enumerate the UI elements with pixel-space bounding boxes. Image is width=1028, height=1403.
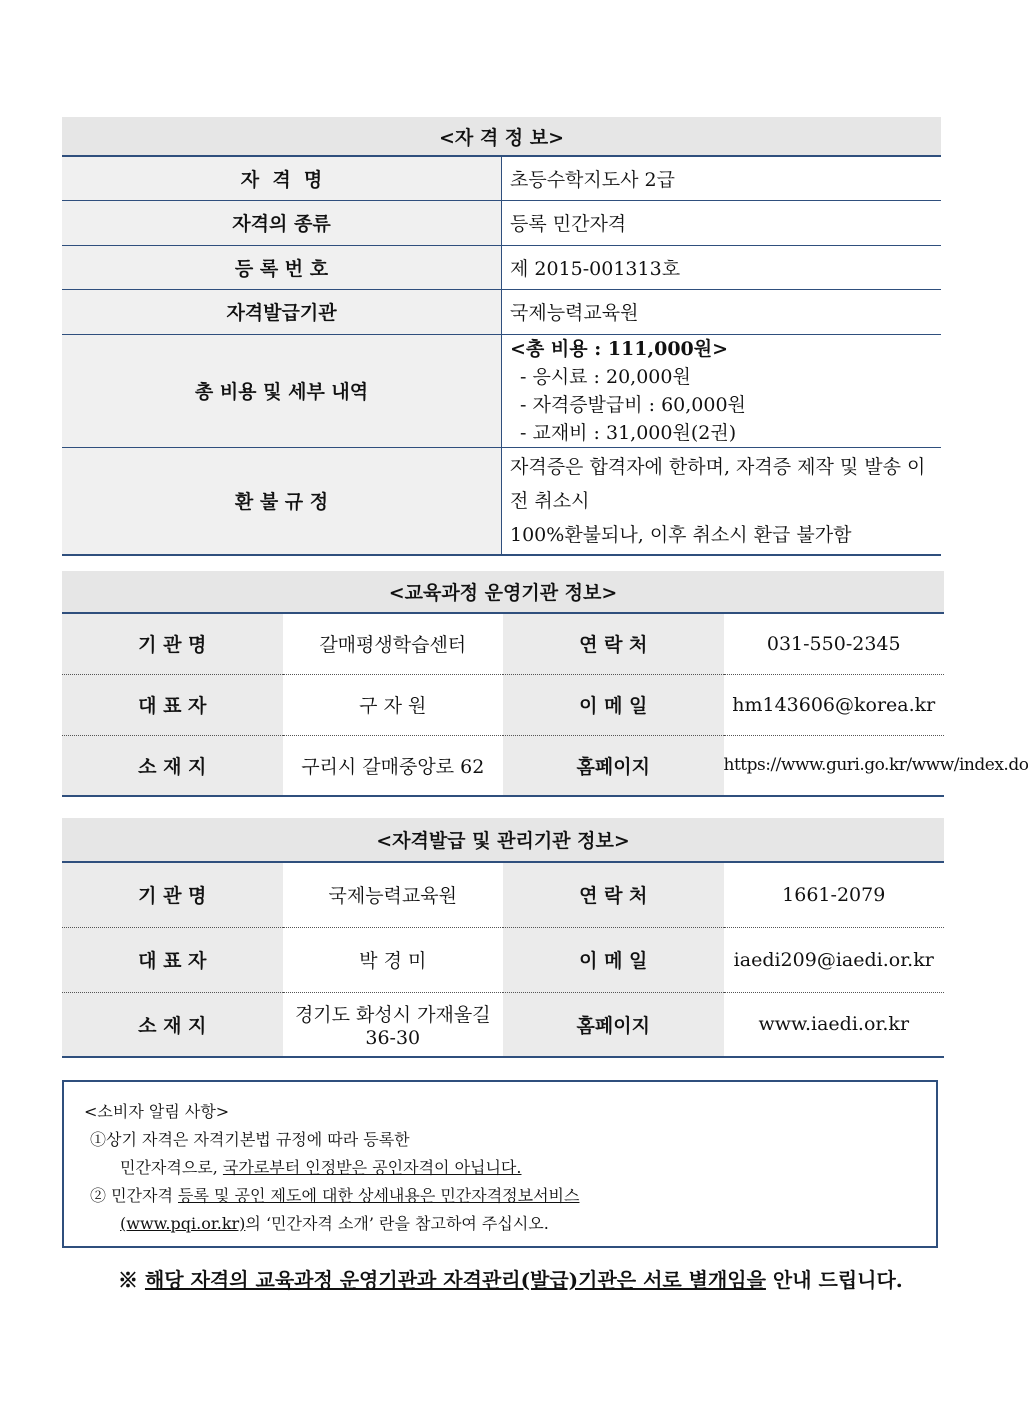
refund-detail <box>502 447 942 555</box>
org-key: 연 락 처 <box>503 613 724 674</box>
education-org-table <box>62 571 1028 797</box>
org-key: 홈페이지 <box>503 992 724 1057</box>
org-email: hm143606@korea.kr <box>724 674 945 735</box>
footer-notice <box>118 1264 903 1293</box>
notice-item-2-cont <box>84 1210 916 1238</box>
cost-total: <총 비용 : 111,000원> <box>510 337 729 360</box>
org-value: 구 자 원 <box>283 674 504 735</box>
notice-text: 의 ‘민간자격 소개’ 란을 참고하여 주십시오. <box>245 1214 549 1233</box>
issuing-org-table <box>62 818 944 1058</box>
org-key: 홈페이지 <box>503 735 724 796</box>
org-key: 기 관 명 <box>62 613 283 674</box>
qualification-title: <자 격 정 보> <box>62 117 941 156</box>
notice-text: ② 민간자격 <box>90 1186 178 1205</box>
refund-line: 100%환불되나, 이후 취소시 환급 불가함 <box>510 523 852 546</box>
issuing-org-title: <자격발급 및 관리기관 정보> <box>62 818 944 862</box>
org-key: 소 재 지 <box>62 735 283 796</box>
row-label: 자격의 종류 <box>62 200 502 245</box>
org-key: 대 표 자 <box>62 674 283 735</box>
org-homepage-link[interactable]: www.iaedi.or.kr <box>724 992 945 1057</box>
notice-item-1-cont <box>84 1154 916 1182</box>
cost-detail <box>502 334 942 447</box>
notice-text: 민간자격으로, <box>120 1158 223 1177</box>
org-value: 박 경 미 <box>283 927 504 992</box>
org-phone: 1661-2079 <box>724 862 945 927</box>
row-value: 등록 민간자격 <box>502 200 942 245</box>
footer-tail: 안내 드립니다. <box>765 1268 903 1292</box>
org-email: iaedi209@iaedi.or.kr <box>724 927 945 992</box>
org-key: 연 락 처 <box>503 862 724 927</box>
notice-title: <소비자 알림 사항> <box>84 1102 230 1121</box>
org-key: 소 재 지 <box>62 992 283 1057</box>
row-value: 제 2015-001313호 <box>502 245 942 289</box>
qualification-info-table <box>62 117 941 556</box>
footer-underlined: 해당 자격의 교육과정 운영기관과 자격관리(발급)기관은 서로 별개임을 <box>144 1268 766 1292</box>
pqi-link[interactable]: (www.pqi.or.kr) <box>120 1214 246 1233</box>
org-value: 갈매평생학습센터 <box>283 613 504 674</box>
cost-label: 총 비용 및 세부 내역 <box>62 334 502 447</box>
refund-label: 환 불 규 정 <box>62 447 502 555</box>
notice-item-1: ①상기 자격은 자격기본법 규정에 따라 등록한 <box>90 1130 410 1149</box>
consumer-notice-box <box>62 1080 938 1248</box>
org-homepage-link[interactable]: https://www.guri.go.kr/www/index.do <box>724 735 945 796</box>
org-value: 국제능력교육원 <box>283 862 504 927</box>
row-value: 국제능력교육원 <box>502 289 942 334</box>
org-key: 이 메 일 <box>503 674 724 735</box>
org-value: 경기도 화성시 가재울길 36-30 <box>283 992 504 1057</box>
reference-mark: ※ <box>118 1268 145 1292</box>
refund-line: 자격증은 합격자에 한하며, 자격증 제작 및 발송 이전 취소시 <box>510 455 926 512</box>
row-value: 초등수학지도사 2급 <box>502 156 942 200</box>
org-phone: 031-550-2345 <box>724 613 945 674</box>
education-org-title: <교육과정 운영기관 정보> <box>62 571 944 613</box>
notice-item-2 <box>84 1182 916 1210</box>
row-label: 등 록 번 호 <box>62 245 502 289</box>
org-key: 기 관 명 <box>62 862 283 927</box>
cost-item: - 교재비 : 31,000원(2권) <box>520 421 737 444</box>
cost-item: - 응시료 : 20,000원 <box>520 365 691 388</box>
org-value: 구리시 갈매중앙로 62 <box>283 735 504 796</box>
row-label: 자격발급기관 <box>62 289 502 334</box>
cost-item: - 자격증발급비 : 60,000원 <box>520 393 746 416</box>
org-key: 대 표 자 <box>62 927 283 992</box>
org-key: 이 메 일 <box>503 927 724 992</box>
notice-underlined: 국가로부터 인정받은 공인자격이 아닙니다. <box>222 1158 522 1177</box>
notice-underlined: 등록 및 공인 제도에 대한 상세내용은 민간자격정보서비스 <box>178 1186 580 1205</box>
row-label: 자 격 명 <box>62 156 502 200</box>
